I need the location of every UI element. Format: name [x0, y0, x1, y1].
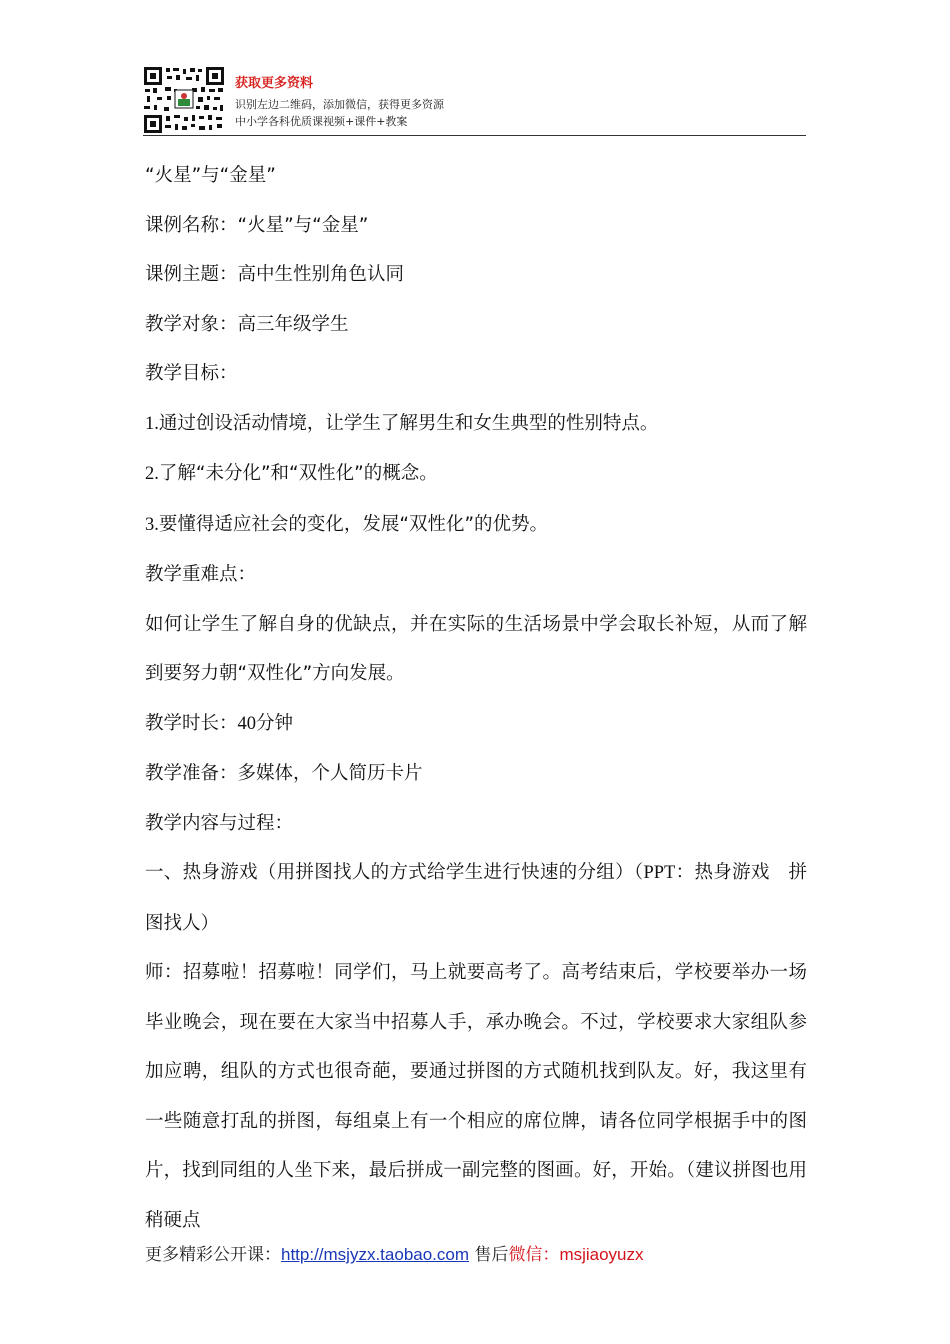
goal-item-2: [145, 449, 807, 500]
goals-heading: 教学目标：: [145, 363, 238, 384]
keypoints-text: 如何让学生了解自身的优缺点，并在实际的生活场景中学会取长补短，从而了解到要努力朝“双性化”方向发展。: [145, 613, 807, 684]
goal-number: 3.: [145, 514, 159, 535]
footer-wechat-label: 微信：: [508, 1245, 560, 1265]
footer-link[interactable]: http://msjyzx.taobao.com: [281, 1245, 470, 1264]
process-heading: 教学内容与过程：: [145, 812, 294, 834]
document-title: “火星”与“金星”: [145, 165, 276, 186]
page-footer: [145, 1240, 644, 1265]
footer-aftersales: 售后: [469, 1245, 509, 1265]
banner-subtitle: 识别左边二维码，添加微信，获得更多资源: [235, 98, 444, 111]
goal-text: 要懂得适应社会的变化，发展“双性化”的优势。: [158, 513, 549, 535]
header-divider: [143, 135, 806, 136]
banner-tagline: 中小学各科优质课视频+课件+教案: [235, 115, 408, 128]
keypoints-heading: 教学重难点：: [145, 564, 257, 585]
teacher-script: 师：招募啦！招募啦！同学们，马上就要高考了。高考结束后，学校要举办一场毕业晚会，现在要在大家当中招募人手，承办晚会。不过，学校要求大家组队参加应聘，组队的方式也很奇葩，要通过拼图的方式随机找到队友。好，我这里有一些随意打乱的拼图，每组桌上有一个相应的席位牌，请各位同学根据手中的图片，找到同组的人坐下来，最后拼成一副完整的图画。好，开始。（建议拼图也用稍硬点: [145, 962, 807, 1231]
goal-text: 了解“未分化”和“双性化”的概念。: [158, 463, 438, 484]
goal-item-1: [145, 399, 807, 450]
page-header: [143, 66, 806, 136]
footer-wechat-id: msjiaoyuzx: [559, 1245, 644, 1264]
teaching-audience: 教学对象：高三年级学生: [145, 313, 349, 335]
section-1-heading: [145, 848, 807, 948]
section-1-text-end: ：热身游戏 拼图找人）: [145, 862, 807, 934]
duration-value: 40: [237, 713, 257, 734]
banner-title: 获取更多资料: [235, 76, 314, 91]
duration-unit: 分钟: [256, 712, 294, 734]
section-1-text: 一、热身游戏（用拼图找人的方式给学生进行快速的分组）（: [145, 862, 644, 883]
qr-code-icon: [143, 66, 225, 134]
course-theme: 课例主题：高中生性别角色认同: [145, 264, 405, 285]
goal-number: 1.: [145, 413, 159, 434]
document-body: [145, 151, 807, 1245]
ppt-label: PPT: [643, 863, 676, 883]
teaching-prep: 教学准备：多媒体，个人简历卡片: [145, 763, 423, 784]
footer-prefix: 更多精彩公开课：: [145, 1245, 281, 1265]
teaching-duration: [145, 699, 807, 750]
goal-text: 通过创设活动情境，让学生了解男生和女生典型的性别特点。: [158, 412, 659, 434]
course-name: 课例名称：“火星”与“金星”: [145, 214, 369, 236]
goal-number: 2.: [145, 464, 159, 484]
duration-label: 教学时长：: [145, 712, 238, 734]
goal-item-3: [145, 500, 807, 551]
